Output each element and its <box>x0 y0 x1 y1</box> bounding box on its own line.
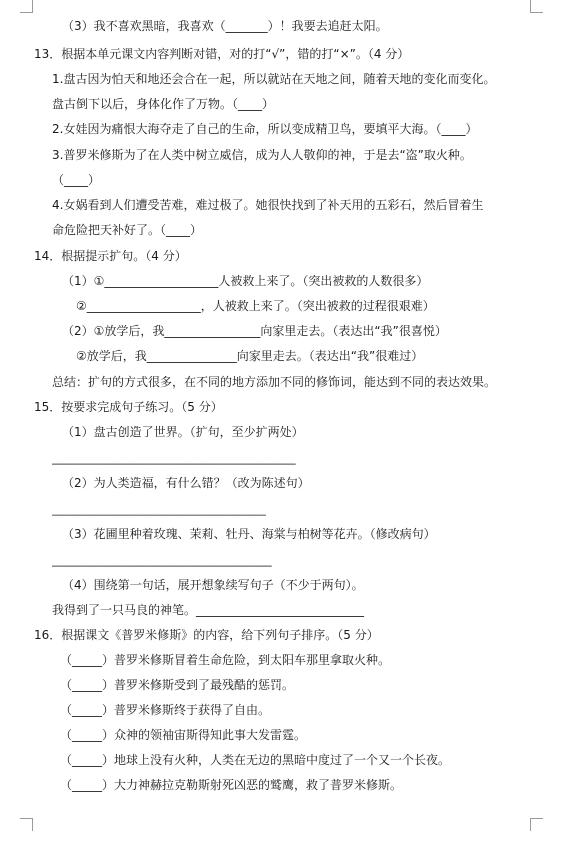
crop-mark-bottom-left <box>20 818 33 831</box>
q16-item4: （_____）众神的领袖宙斯得知此事大发雷霆。 <box>60 728 307 742</box>
q15-heading: 15．按要求完成句子练习。（5 分） <box>34 400 223 414</box>
q15-sub4: （4）围绕第一句话，展开想象续写句子（不少于两句）。 <box>62 578 364 592</box>
q15-sub1: （1）盘古创造了世界。（扩句，至少扩两处） <box>62 425 304 439</box>
crop-mark-top-left <box>20 0 33 13</box>
q13-item4-line2: 命危险把天补好了。（____） <box>52 223 203 237</box>
q15-answer-line3: _______________________________________ <box>52 554 272 567</box>
q14-summary: 总结：扩句的方式很多，在不同的地方添加不同的修饰词，能达到不同的表达效果。 <box>52 375 497 389</box>
crop-mark-bottom-right <box>530 818 543 831</box>
q14-heading: 14．根据提示扩句。（4 分） <box>34 249 187 263</box>
q15-sub4-answer: 我得到了一只马良的神笔。____________________________ <box>52 603 365 617</box>
q13-heading: 13．根据本单元课文内容判断对错，对的打“√”，错的打“×”。（4 分） <box>34 47 410 61</box>
q16-heading: 16．根据课文《普罗米修斯》的内容，给下列句子排序。（5 分） <box>34 628 379 642</box>
q15-answer-line1: ____________________________________________ <box>52 452 296 465</box>
q15-sub3: （3）花圃里种着玫瑰、茉莉、牡丹、海棠与柏树等花卉。（修改病句） <box>62 527 436 541</box>
q15-sub2: （2）为人类造福，有什么错？（改为陈述句） <box>62 476 310 490</box>
q13-item4-line1: 4.女娲看到人们遭受苦难，难过极了。她很快找到了补天用的五彩石，然后冒着生 <box>52 198 484 212</box>
q14-sub1-item1: （1）①___________________人被救上来了。（突出被救的人数很多） <box>62 274 429 288</box>
q14-sub1-item2: ②___________________，人被救上来了。（突出被救的过程很艰难） <box>76 299 435 313</box>
q16-item6: （_____）大力神赫拉克勒斯射死凶恶的鹫鹰，救了普罗米修斯。 <box>60 778 403 792</box>
q16-item5: （_____）地球上没有火种，人类在无边的黑暗中度过了一个又一个长夜。 <box>60 753 451 767</box>
crop-mark-top-right <box>530 0 543 13</box>
q13-item3-line2: （____） <box>52 173 101 187</box>
q14-sub2-item1: （2）①放学后，我________________向家里走去。（表达出“我”很喜悦） <box>62 324 447 338</box>
q13-item3-line1: 3.普罗米修斯为了在人类中树立威信，成为人人敬仰的神，于是去“盗”取火种。 <box>52 148 472 162</box>
q13-item1-line1: 1.盘古因为怕天和地还会合在一起，所以就站在天地之间，随着天地的变化而变化。 <box>52 72 496 86</box>
q16-item3: （_____）普罗米修斯终于获得了自由。 <box>60 703 271 717</box>
q16-item2: （_____）普罗米修斯受到了最残酷的惩罚。 <box>60 678 295 692</box>
q12-sub3: （3）我不喜欢黑暗，我喜欢（_______）！我要去追赶太阳。 <box>62 19 388 33</box>
q13-item1-line2: 盘古倒下以后，身体化作了万物。（____） <box>52 97 275 111</box>
q13-item2: 2.女娃因为痛恨大海夺走了自己的生命，所以变成精卫鸟，要填平大海。（____） <box>52 122 478 136</box>
q16-item1: （_____）普罗米修斯冒着生命危险，到太阳车那里拿取火种。 <box>60 653 391 667</box>
q14-sub2-item2: ②放学后，我_______________向家里走去。（表达出“我”很难过） <box>76 349 424 363</box>
q15-answer-line2: _______________________________________ <box>52 503 266 516</box>
